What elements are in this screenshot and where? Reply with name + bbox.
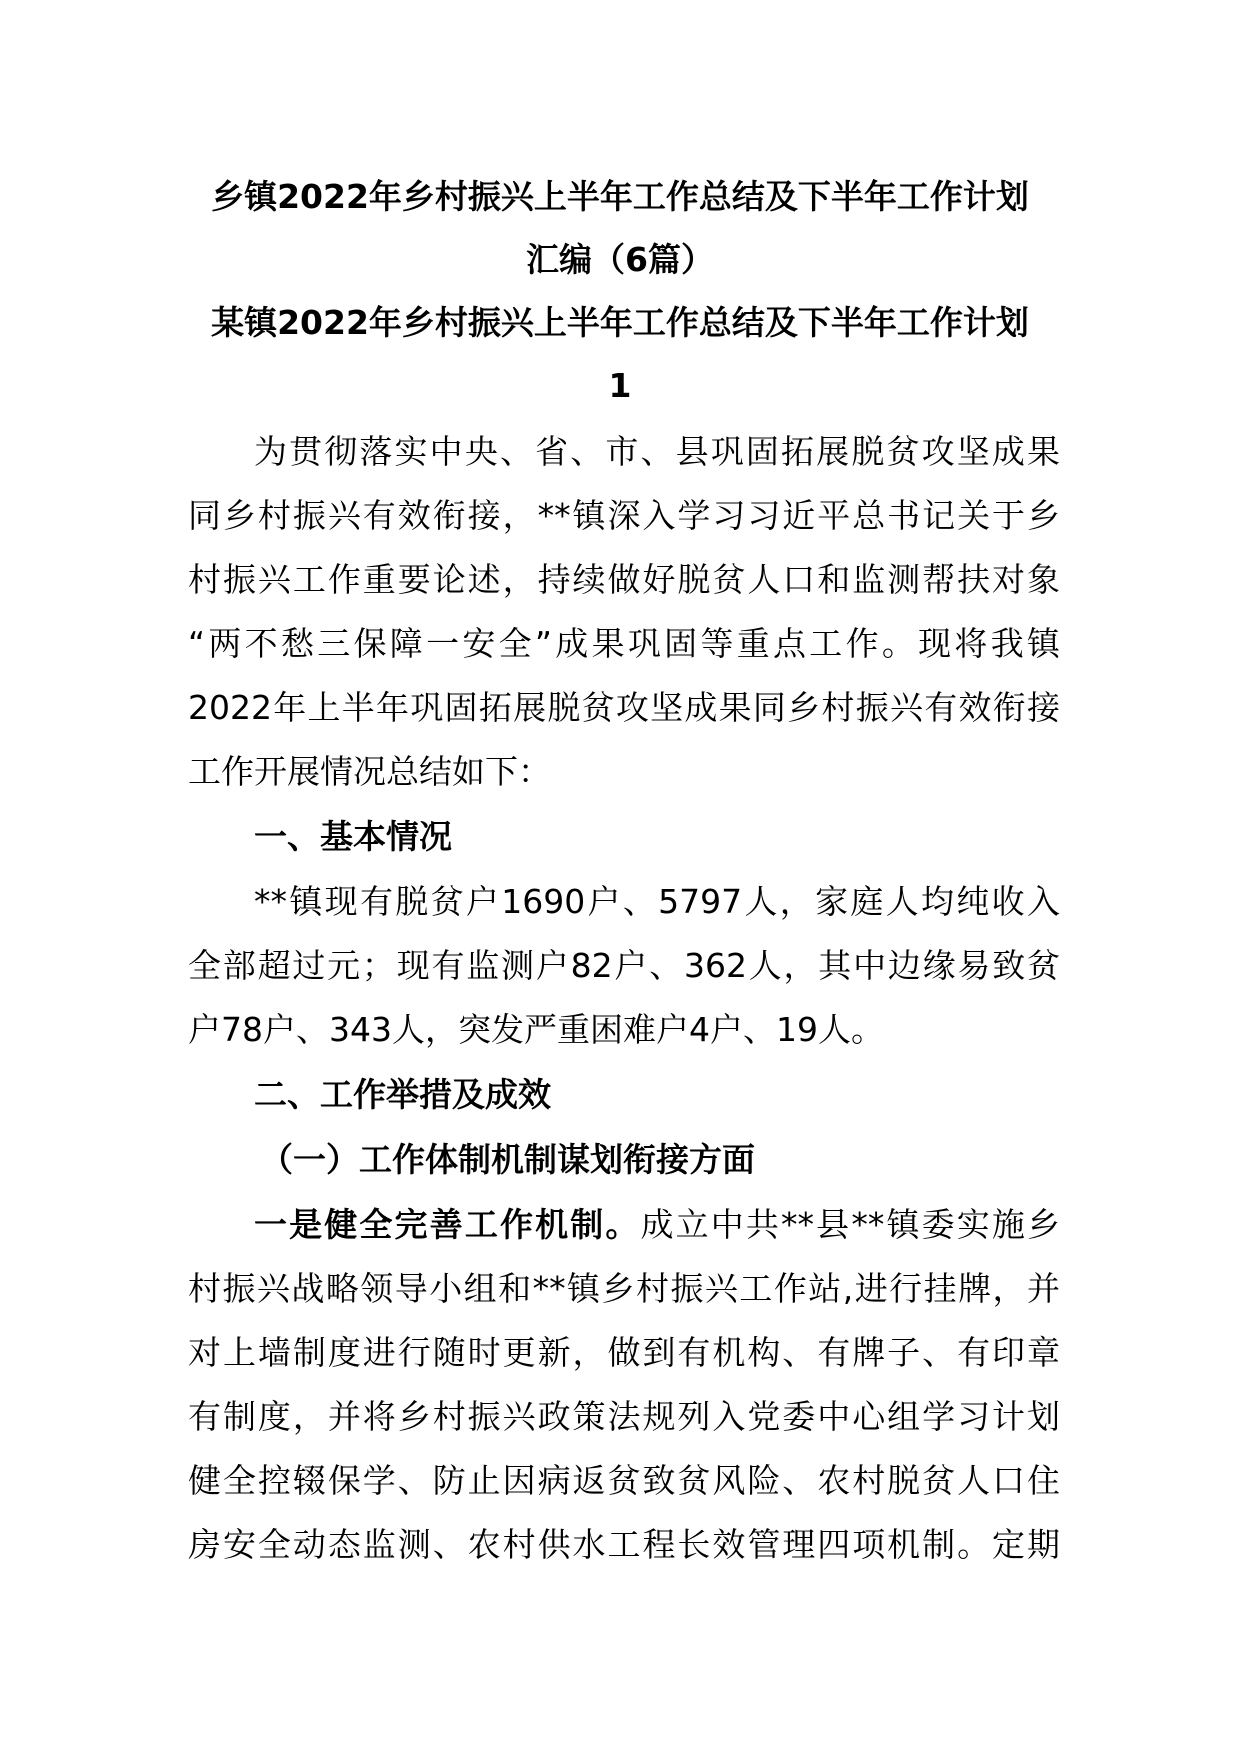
point1-line: 有制度，并将乡村振兴政策法规列入党委中心组学习计划: [188, 1397, 1060, 1436]
intro-line: 2022年上半年巩固拓展脱贫攻坚成果同乡村振兴有效衔接: [188, 688, 1060, 727]
section1-line: **镇现有脱贫户1690户、5797人，家庭人均纯收入: [254, 882, 1060, 921]
document-subtitle-line-2: 1: [608, 366, 632, 405]
section-heading-measures: 二、工作举措及成效: [254, 1075, 551, 1114]
point1-first-line: [254, 1205, 1060, 1245]
section1-line: 全部超过元；现有监测户82户、362人，其中边缘易致贫: [188, 946, 1060, 985]
document-subtitle-line-1: 某镇2022年乡村振兴上半年工作总结及下半年工作计划: [211, 303, 1029, 342]
intro-line: 工作开展情况总结如下：: [188, 752, 551, 791]
document-title-line-1: 乡镇2022年乡村振兴上半年工作总结及下半年工作计划: [211, 177, 1029, 216]
point1-lead: 一是健全完善工作机制。: [254, 1205, 641, 1244]
intro-line: “两不愁三保障一安全”成果巩固等重点工作。现将我镇: [188, 624, 1060, 663]
intro-line: 村振兴工作重要论述，持续做好脱贫人口和监测帮扶对象: [188, 560, 1060, 599]
point1-line: 村振兴战略领导小组和**镇乡村振兴工作站,进行挂牌，并: [188, 1269, 1060, 1308]
point1-line: 对上墙制度进行随时更新，做到有机构、有牌子、有印章: [188, 1333, 1060, 1372]
subsection-heading-mechanism: （一）工作体制机制谋划衔接方面: [260, 1140, 755, 1179]
point1-first-rest: 成立中共**县**镇委实施乡: [640, 1205, 1061, 1244]
point1-line: 健全控辍保学、防止因病返贫致贫风险、农村脱贫人口住: [188, 1461, 1060, 1500]
point1-line: 房安全动态监测、农村供水工程长效管理四项机制。定期: [188, 1525, 1060, 1564]
document-title-line-2: 汇编（6篇）: [526, 240, 714, 279]
section-heading-basic-info: 一、基本情况: [254, 817, 452, 856]
section1-line: 户78户、343人，突发严重困难户4户、19人。: [188, 1010, 884, 1049]
intro-line: 为贯彻落实中央、省、市、县巩固拓展脱贫攻坚成果: [254, 432, 1060, 471]
intro-line: 同乡村振兴有效衔接，**镇深入学习习近平总书记关于乡: [188, 496, 1060, 535]
